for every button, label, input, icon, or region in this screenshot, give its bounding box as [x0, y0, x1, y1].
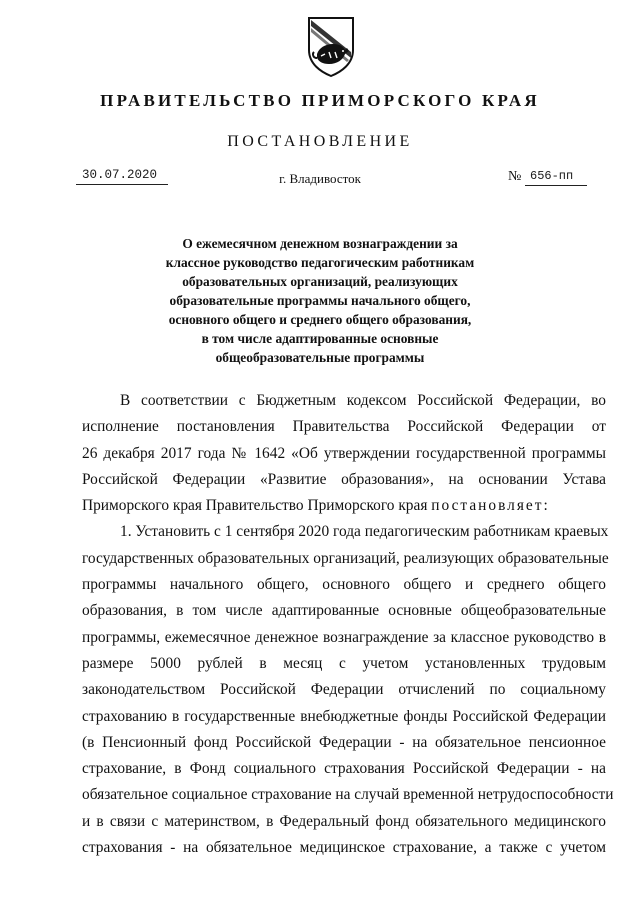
- body-line: страхованию в государственные внебюджетные фонды Российской Федерации: [82, 707, 606, 725]
- body-line: государственных образовательных организаций, реализующих образовательные: [82, 549, 609, 567]
- body-line: Российской Федерации «Развитие образования», на основании Устава: [82, 470, 606, 488]
- body-line-text: Приморского края Правительство Приморского края: [82, 497, 432, 515]
- body-line: страхование, в Фонд социального страхования Российской Федерации - на: [82, 760, 606, 778]
- body-line: программы, ежемесячное денежное вознаграждение за классное руководство в: [82, 628, 606, 646]
- number-label: №: [508, 169, 522, 184]
- government-title: ПРАВИТЕЛЬСТВО ПРИМОРСКОГО КРАЯ: [100, 91, 540, 110]
- subject-line: образовательных организаций, реализующих: [182, 274, 458, 289]
- body-line: 1. Установить с 1 сентября 2020 года педагогическим работникам краевых: [120, 523, 609, 541]
- body-line: (в Пенсионный фонд Российской Федерации - на обязательное пенсионное: [82, 733, 606, 751]
- subject-line: общеобразовательные программы: [215, 350, 425, 365]
- body-line: образования, в том числе адаптированные основные общеобразовательные: [82, 602, 606, 620]
- document-city: г. Владивосток: [279, 171, 361, 186]
- subject-line: основного общего и среднего общего образования,: [168, 312, 472, 327]
- document-date: 30.07.2020: [82, 168, 158, 182]
- document-body: [82, 388, 614, 861]
- body-line: исполнение постановления Правительства Российской Федерации от: [82, 418, 606, 436]
- body-line: и в связи с материнством, в Федеральный фонд обязательного медицинского: [82, 812, 606, 830]
- body-line: [82, 493, 606, 519]
- coat-of-arms-icon: [305, 14, 357, 78]
- subject-line: классное руководство педагогическим работникам: [165, 255, 475, 270]
- body-line: программы начального общего, основного общего и среднего общего: [82, 576, 606, 594]
- subject-line: образовательные программы начального общего,: [169, 293, 471, 308]
- body-line: обязательное социальное страхование на случай временной нетрудоспособности: [82, 786, 614, 804]
- number-underline: [525, 185, 587, 186]
- body-line: В соответствии с Бюджетным кодексом Российской Федерации, во: [120, 392, 606, 409]
- resolution-verb: постановляет:: [431, 497, 550, 515]
- body-line: размере 5000 рублей в месяц с учетом установленных трудовым: [82, 654, 606, 672]
- subject-line: О ежемесячном денежном вознаграждении за: [182, 236, 458, 251]
- document-subject: [0, 234, 640, 367]
- body-line: законодательством Российской Федерации отчислений по социальному: [82, 681, 606, 699]
- body-line: страхования - на обязательное медицинское страхование, а также с учетом: [82, 839, 606, 857]
- subject-line: в том числе адаптированные основные: [201, 331, 439, 346]
- document-number: 656-пп: [530, 169, 574, 183]
- body-line: 26 декабря 2017 года № 1642 «Об утверждении государственной программы: [82, 444, 606, 462]
- document-type: ПОСТАНОВЛЕНИЕ: [227, 133, 413, 150]
